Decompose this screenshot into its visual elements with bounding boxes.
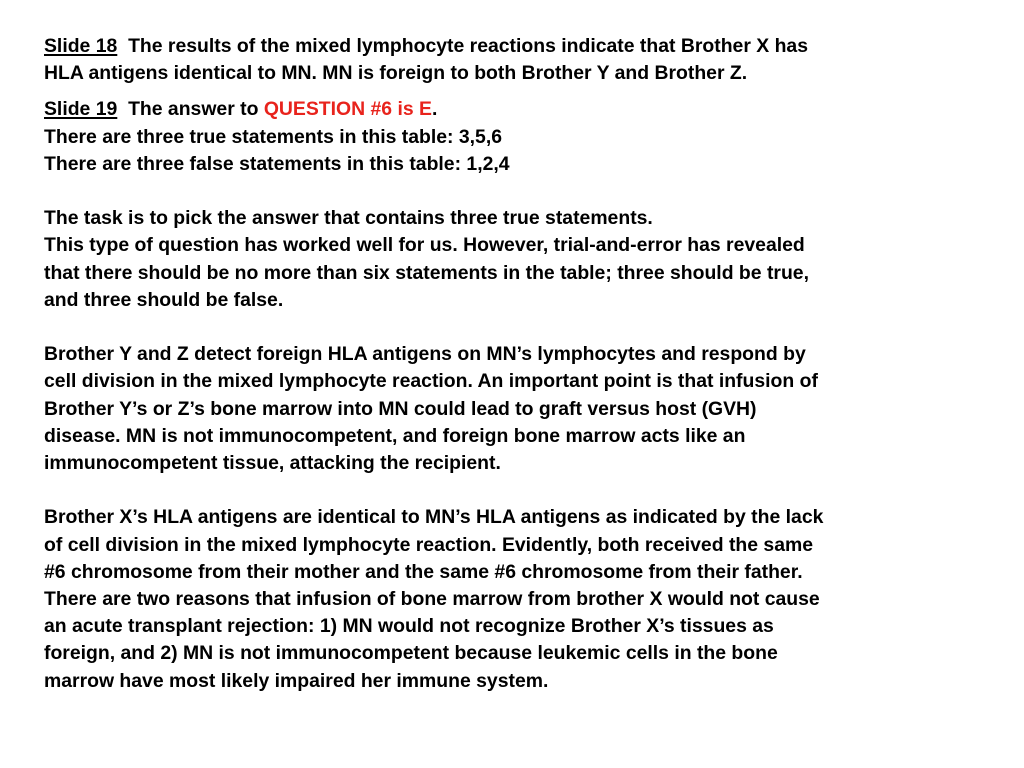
task-line-1: The task is to pick the answer that contains three true statements. (44, 207, 653, 230)
brother-x-line-7: marrow have most likely impaired her immune system. (44, 669, 549, 692)
slide-19-answer-line (44, 96, 1004, 123)
brother-x-line-4: There are two reasons that infusion of bone marrow from brother X would not cause (44, 588, 820, 611)
blank-line (44, 477, 1004, 504)
brother-x-line-2: of cell division in the mixed lymphocyte reaction. Evidently, both received the same (44, 533, 814, 556)
brother-x-line-6: foreign, and 2) MN is not immunocompetent because leukemic cells in the bone (44, 642, 778, 665)
task-line-3: that there should be no more than six statements in the table; three should be true, (44, 261, 809, 284)
task-line-4: and three should be false. (44, 288, 284, 311)
slide-18-line-2: HLA antigens identical to MN. MN is foreign to both Brother Y and Brother Z. (44, 62, 748, 85)
slide-18-label: Slide 18 (44, 35, 118, 57)
brothers-yz-line-1: Brother Y and Z detect foreign HLA antigens on MN’s lymphocytes and respond by (44, 343, 806, 366)
slide-19-label: Slide 19 (44, 98, 118, 121)
slide-notes-page (44, 33, 1004, 695)
brothers-yz-line-5: immunocompetent tissue, attacking the recipient. (44, 452, 501, 475)
slide-18-paragraph (44, 33, 1004, 87)
brothers-yz-line-3: Brother Y’s or Z’s bone marrow into MN could lead to graft versus host (GVH) (44, 397, 757, 420)
slide-18-line-1-text: The results of the mixed lymphocyte reactions indicate that Brother X has (117, 35, 808, 57)
slide-19-answer-highlight: QUESTION #6 is E (263, 98, 432, 121)
brothers-yz-line-2: cell division in the mixed lymphocyte reaction. An important point is that infusion of (44, 370, 818, 393)
brother-x-line-3: #6 chromosome from their mother and the same #6 chromosome from their father. (44, 560, 803, 583)
brothers-yz-line-4: disease. MN is not immunocompetent, and foreign bone marrow acts like an (44, 424, 746, 447)
slide-19-paragraph (44, 96, 1004, 694)
blank-line (44, 178, 1004, 205)
slide-18-line-1 (44, 33, 1004, 60)
task-line-2: This type of question has worked well for us. However, trial-and-error has revealed (44, 234, 805, 257)
false-statements-line: There are three false statements in this table: 1,2,4 (44, 152, 510, 175)
slide-19-answer-prefix: The answer to (117, 98, 264, 121)
brother-x-line-1: Brother X’s HLA antigens are identical to MN’s HLA antigens as indicated by the lack (44, 506, 824, 529)
blank-line (44, 314, 1004, 341)
brother-x-line-5: an acute transplant rejection: 1) MN would not recognize Brother X’s tissues as (44, 615, 774, 638)
slide-19-answer-suffix: . (431, 98, 438, 121)
true-statements-line: There are three true statements in this table: 3,5,6 (44, 125, 502, 148)
